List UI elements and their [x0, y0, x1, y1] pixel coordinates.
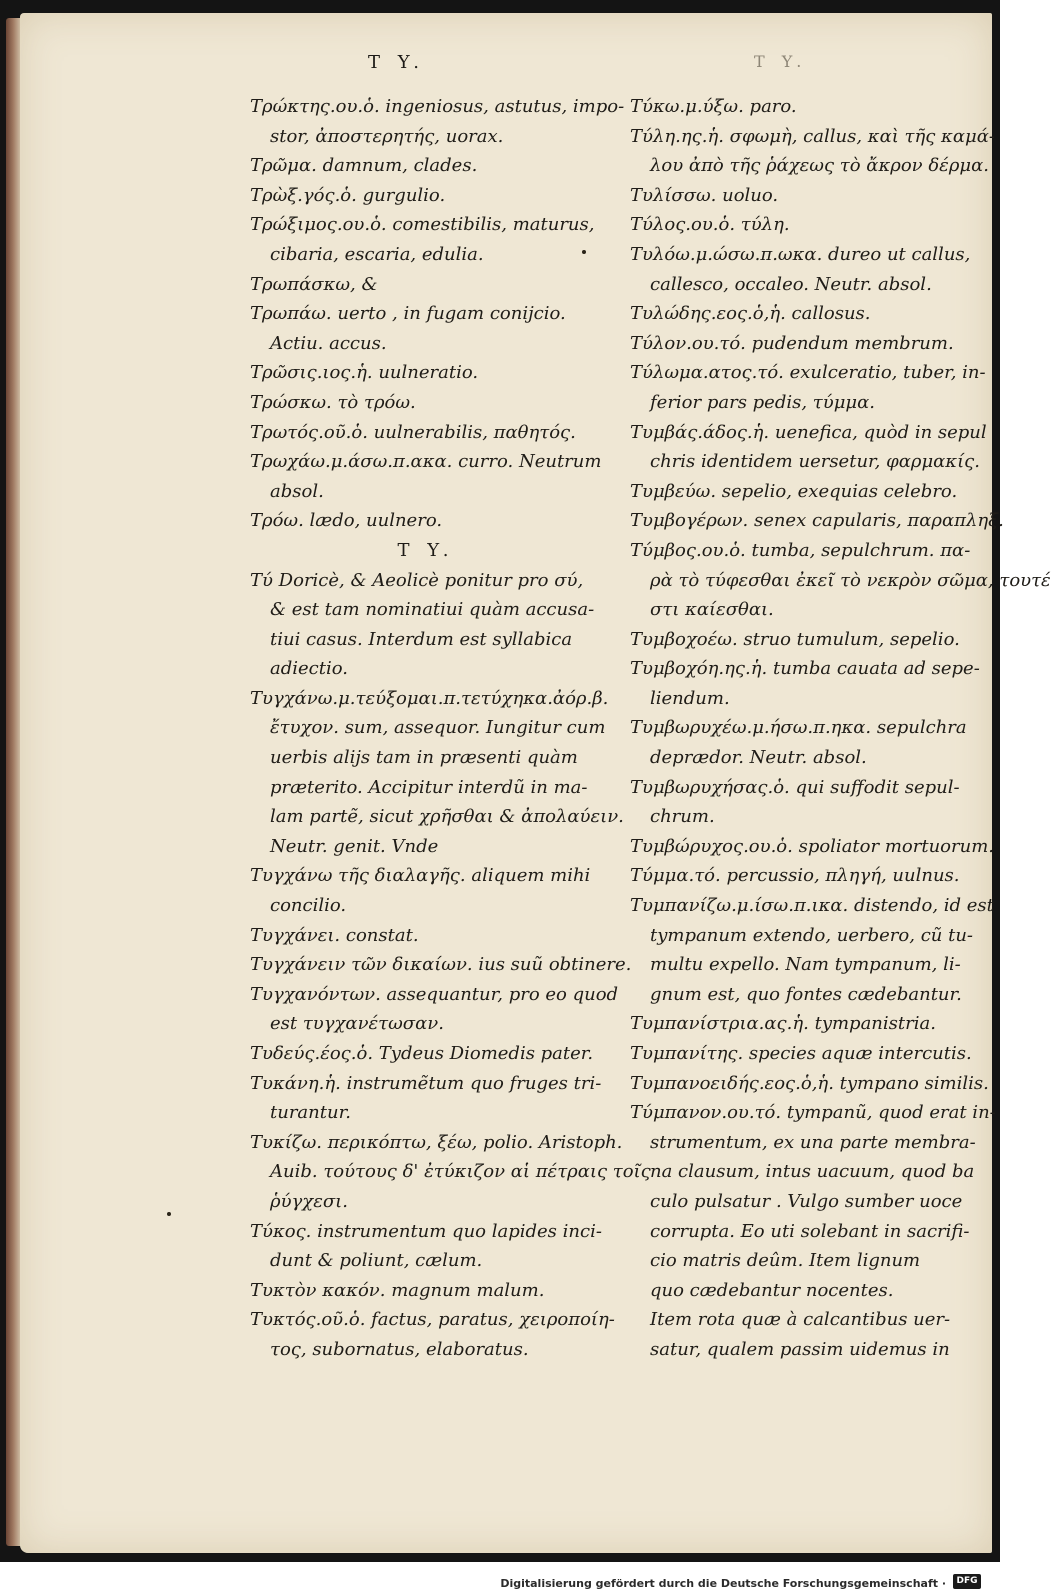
dictionary-line: Τύ Doricè, & Aeolicè ponitur pro σύ,: [250, 569, 584, 591]
dictionary-line: Τύμβος.ου.ὁ. tumba, sepulchrum. πα-: [630, 539, 971, 561]
dictionary-line: concilio.: [270, 895, 347, 917]
dictionary-line: dunt & poliunt, cælum.: [270, 1250, 483, 1272]
dictionary-line: ferior pars pedis, τύμμα.: [650, 391, 875, 413]
dfg-logo: DFG: [953, 1574, 981, 1589]
dictionary-line: Τυκίζω. περικόπτω, ξέω, polio. Aristoph.: [250, 1131, 623, 1153]
dictionary-line: Τυμβοχόη.ης.ἡ. tumba cauata ad sepe-: [630, 658, 980, 680]
dictionary-line: strumentum, ex una parte membra-: [650, 1131, 976, 1153]
page-speck: [582, 250, 586, 254]
dictionary-line: Τυλόω.μ.ώσω.π.ωκα. dureo ut callus,: [630, 243, 971, 265]
dictionary-line: callesco, occaleo. Neutr. absol.: [650, 273, 932, 295]
dictionary-line: Τύλη.ης.ἡ. σφωμὴ, callus, καὶ τῆς καμά-: [630, 125, 995, 147]
dictionary-line: Τυμπανίτης. species aquæ intercutis.: [630, 1043, 972, 1064]
dictionary-line: Τύμμα.τό. percussio, πληγή, uulnus.: [630, 865, 960, 887]
dictionary-line: tiui casus. Interdum est syllabica: [270, 628, 573, 650]
dictionary-line: Τυμπανοειδής.εος.ὁ,ἡ. tympano similis.: [630, 1072, 989, 1094]
dictionary-line: Τρωπάω. uerto , in fugam conijcio.: [250, 303, 566, 325]
dictionary-line: satur, qualem passim uidemus in: [650, 1338, 950, 1360]
dictionary-line: Τυλώδης.εος.ὁ,ἡ. callosus.: [630, 303, 871, 325]
dictionary-line: Τρὼξ.γός.ὁ. gurgulio.: [250, 184, 446, 206]
left-text-column: [250, 92, 651, 1365]
dictionary-line: Τυδεύς.έος.ὁ. Tydeus Diomedis pater.: [250, 1043, 594, 1064]
dictionary-line: Τρῶμα. damnum, clades.: [250, 155, 478, 177]
running-header-left: T Y.: [368, 52, 426, 73]
dictionary-line: Τυγχανόντων. assequantur, pro eo quod: [250, 983, 619, 1005]
dictionary-line: uerbis alijs tam in præsenti quàm: [270, 747, 578, 769]
dictionary-line: corrupta. Eo uti solebant in sacrifi-: [650, 1220, 970, 1242]
dictionary-line: Τυγχάνω.μ.τεύξομαι.π.τετύχηκα.ἀόρ.β.: [250, 687, 609, 709]
dictionary-line: Τυκτὸν κακόν. magnum malum.: [250, 1279, 545, 1301]
dictionary-line: Τυμβωρυχέω.μ.ήσω.π.ηκα. sepulchra: [630, 717, 967, 739]
dictionary-line: Τρώξιμος.ου.ὁ. comestibilis, maturus,: [250, 214, 595, 236]
dictionary-line: Τυκτός.οῦ.ὁ. factus, paratus, χειροποίη-: [250, 1309, 615, 1331]
dictionary-line: culo pulsatur . Vulgo sumber uoce: [650, 1190, 963, 1212]
dictionary-line: Τυγχάνει. constat.: [250, 924, 419, 946]
section-heading: T Y.: [397, 539, 455, 561]
dictionary-line: ρὰ τὸ τύφεσθαι ἐκεῖ τὸ νεκρὸν σῶμα, τουτέ: [650, 569, 1051, 591]
dictionary-line: τος, subornatus, elaboratus.: [270, 1338, 529, 1360]
dictionary-line: præterito. Accipitur interdũ in ma-: [270, 776, 588, 798]
dictionary-line: Τρωχάω.μ.άσω.π.ακα. curro. Neutrum: [250, 451, 602, 473]
dictionary-line: Τυμβωρυχήσας.ὁ. qui suffodit sepul-: [630, 776, 960, 798]
dictionary-line: Τυμβοχοέω. struo tumulum, sepelio.: [630, 628, 960, 650]
dictionary-line: ῥύγχεσι.: [270, 1190, 348, 1212]
dictionary-line: na clausum, intus uacuum, quod ba: [650, 1161, 975, 1183]
dictionary-line: gnum est, quo fontes cædebantur.: [650, 983, 962, 1005]
dictionary-line: liendum.: [650, 687, 730, 709]
dictionary-line: & est tam nominatiui quàm accusa-: [270, 599, 595, 621]
dictionary-line: λου ἀπὸ τῆς ῥάχεως τὸ ἄκρον δέρμα.: [650, 155, 989, 177]
dictionary-line: Τρώκτης.ου.ὁ. ingeniosus, astutus, impo-: [250, 96, 625, 117]
dictionary-line: στι καίεσθαι.: [650, 599, 774, 621]
dictionary-line: Τρόω. lædo, uulnero.: [250, 510, 443, 532]
dictionary-line: Item rota quæ à calcantibus uer-: [650, 1309, 951, 1331]
right-text-column: [630, 92, 1051, 1365]
dictionary-line: ἔτυχον. sum, assequor. Iungitur cum: [270, 717, 606, 739]
dictionary-line: chrum.: [650, 806, 715, 828]
dictionary-line: turantur.: [270, 1102, 351, 1124]
dictionary-line: Τύλος.ου.ὁ. τύλη.: [630, 214, 790, 236]
dictionary-line: Τρώσκω. τὸ τρόω.: [250, 391, 416, 413]
dictionary-line: Actiu. accus.: [270, 332, 387, 354]
dictionary-line: Τυκάνη.ἡ. instrumẽtum quo fruges tri-: [250, 1072, 602, 1094]
dictionary-line: chris identidem uersetur, φαρμακίς.: [650, 451, 980, 473]
dictionary-line: Τυμπανίζω.μ.ίσω.π.ικα. distendo, id est: [630, 895, 994, 917]
dictionary-line: Τύλον.ου.τό. pudendum membrum.: [630, 332, 954, 354]
dictionary-line: quo cædebantur nocentes.: [650, 1279, 894, 1301]
dictionary-line: Τυλίσσω. uoluo.: [630, 184, 779, 206]
dictionary-line: Auib. τούτους δ' ἐτύκιζον αἱ πέτραις τοῖς: [270, 1161, 651, 1183]
running-header-right: T Y.: [754, 52, 808, 71]
dictionary-line: est τυγχανέτωσαν.: [270, 1013, 444, 1035]
dictionary-line: Τρωτός.οῦ.ὁ. uulnerabilis, παθητός.: [250, 421, 576, 443]
dictionary-line: adiectio.: [270, 658, 348, 680]
dictionary-line: Τύμπανον.ου.τό. tympanũ, quod erat in-: [630, 1102, 996, 1124]
dictionary-line: Neutr. genit. Vnde: [270, 835, 439, 857]
dictionary-line: lam partẽ, sicut χρῆσθαι & ἀπολαύειν.: [270, 806, 624, 828]
dictionary-line: tympanum extendo, uerbero, cũ tu-: [650, 924, 973, 946]
funding-credit: Digitalisierung gefördert durch die Deutsche Forschungsgemeinschaft ·: [500, 1577, 946, 1590]
dictionary-line: Τυμπανίστρια.ας.ἡ. tympanistria.: [630, 1013, 936, 1035]
dictionary-line: absol.: [270, 480, 324, 502]
dictionary-line: cio matris deûm. Item lignum: [650, 1250, 921, 1272]
dictionary-line: Τυγχάνειν τῶν δικαίων. ius suũ obtinere.: [250, 954, 632, 976]
dictionary-line: deprædor. Neutr. absol.: [650, 747, 867, 769]
dictionary-line: Τύκος. instrumentum quo lapides inci-: [250, 1220, 602, 1242]
dictionary-line: Τρωπάσκω, &: [250, 273, 378, 295]
dictionary-line: Τυμβεύω. sepelio, exequias celebro.: [630, 480, 958, 502]
dictionary-line: multu expello. Nam tympanum, li-: [650, 954, 961, 976]
dictionary-line: stor, ἀποστερητής, uorax.: [270, 125, 504, 147]
dictionary-line: Τυμβώρυχος.ου.ὁ. spoliator mortuorum.: [630, 835, 994, 857]
dictionary-line: Τυμβογέρων. senex capularis, παραπληξ.: [630, 510, 1004, 532]
dictionary-line: cibaria, escaria, edulia.: [270, 243, 484, 265]
dictionary-line: Τρῶσις.ιος.ἡ. uulneratio.: [250, 362, 479, 384]
dictionary-line: Τυμβάς.άδος.ἡ. uenefica, quòd in sepul: [630, 421, 987, 443]
dictionary-line: Τυγχάνω τῆς διαλαγῆς. aliquem mihi: [250, 865, 591, 887]
page-speck: [167, 1212, 171, 1216]
dictionary-line: Τύκω.μ.ύξω. paro.: [630, 96, 797, 117]
dictionary-line: Τύλωμα.ατος.τό. exulceratio, tuber, in-: [630, 362, 986, 384]
